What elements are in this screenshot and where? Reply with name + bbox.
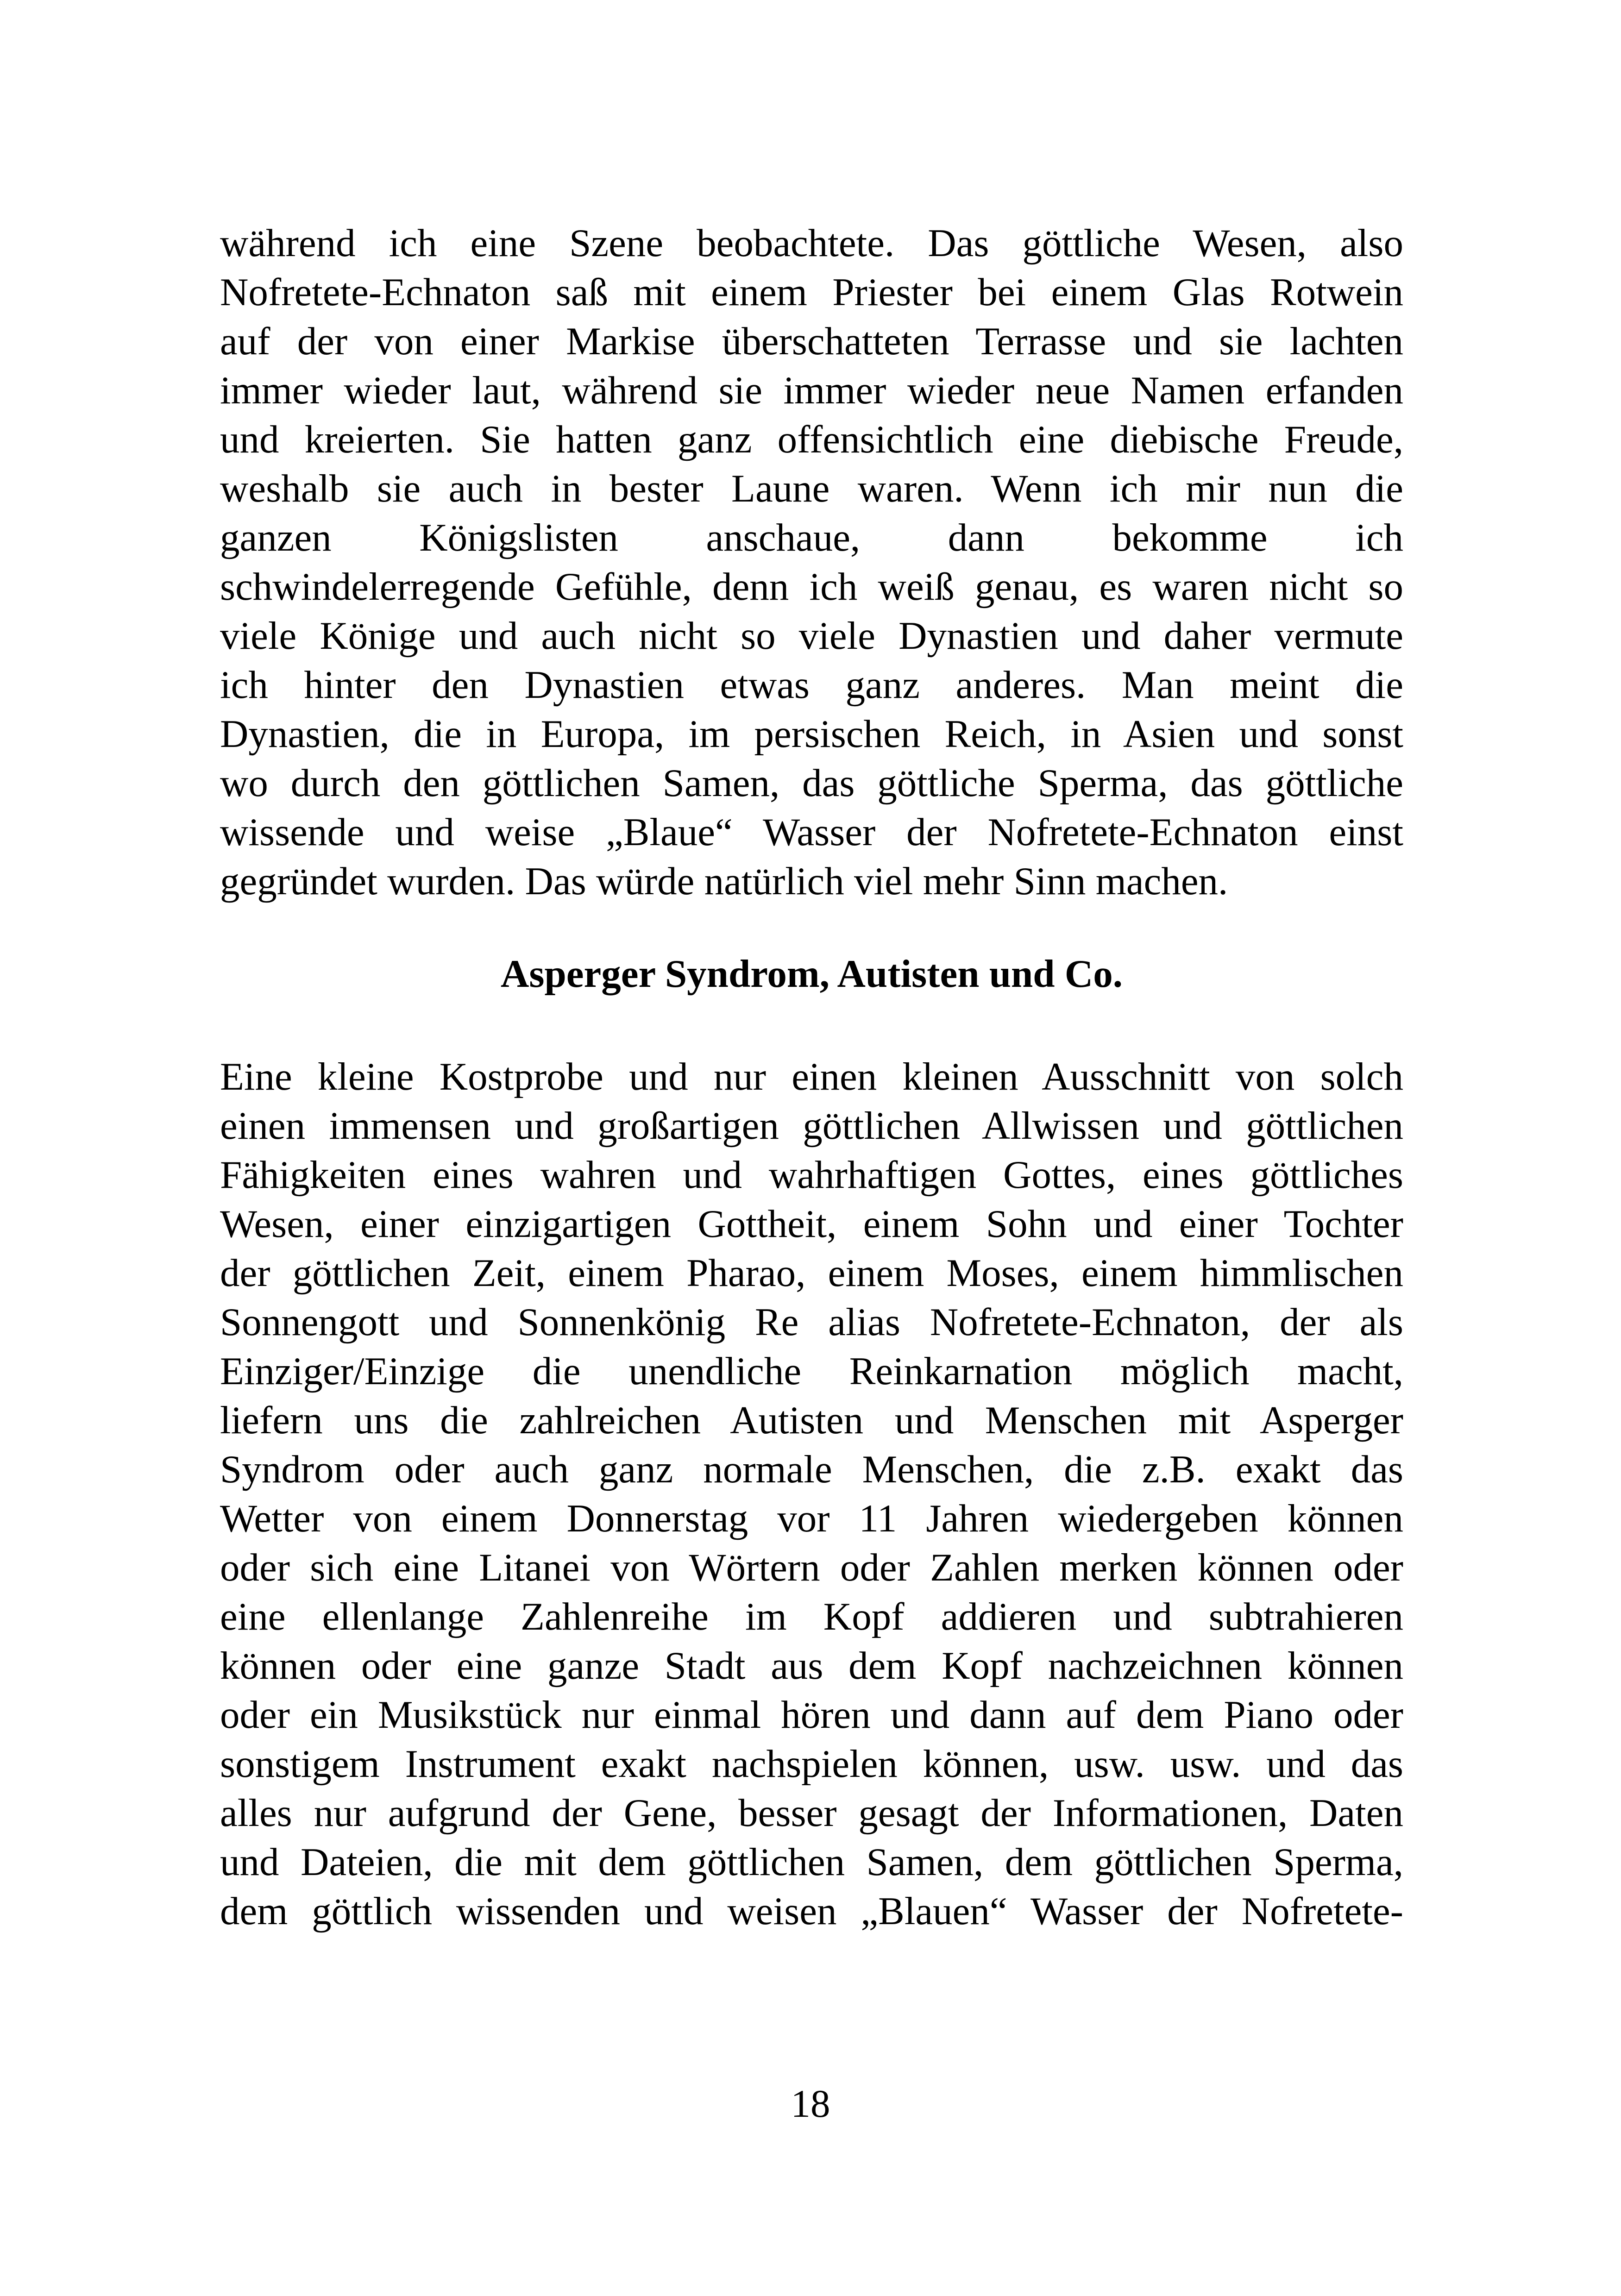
text-line: Nofretete-Echnaton saß mit einem Priester bei einem Glas Rotwein [220, 270, 1403, 314]
text-line: gegründet wurden. Das würde natürlich viel mehr Sinn machen. [220, 859, 1228, 903]
text-line: ich hinter den Dynastien etwas ganz anderes. Man meint die [220, 663, 1403, 707]
text-line: Wetter von einem Donnerstag vor 11 Jahren wiedergeben können [220, 1497, 1403, 1540]
text-line: viele Könige und auch nicht so viele Dynastien und daher vermute [220, 614, 1403, 658]
text-line: der göttlichen Zeit, einem Pharao, einem Moses, einem himmlischen [220, 1251, 1403, 1295]
text-line: eine ellenlange Zahlenreihe im Kopf addieren und subtrahieren [220, 1595, 1403, 1638]
text-line: alles nur aufgrund der Gene, besser gesagt der Informationen, Daten [220, 1791, 1403, 1835]
text-line: Eine kleine Kostprobe und nur einen kleinen Ausschnitt von solch [220, 1055, 1403, 1098]
text-line: immer wieder laut, während sie immer wieder neue Namen erfanden [220, 369, 1403, 412]
text-line: während ich eine Szene beobachtete. Das göttliche Wesen, also [220, 221, 1403, 265]
text-line: können oder eine ganze Stadt aus dem Kopf nachzeichnen können [220, 1644, 1403, 1687]
body-paragraph-1 [220, 219, 1403, 906]
text-line: wo durch den göttlichen Samen, das göttliche Sperma, das göttliche [220, 761, 1403, 805]
text-line: weshalb sie auch in bester Laune waren. Wenn ich mir nun die [220, 467, 1403, 510]
text-line: oder sich eine Litanei von Wörtern oder Zahlen merken können oder [220, 1546, 1403, 1589]
text-line: oder ein Musikstück nur einmal hören und dann auf dem Piano oder [220, 1693, 1403, 1737]
text-line: dem göttlich wissenden und weisen „Blauen“ Wasser der Nofretete- [220, 1889, 1403, 1933]
text-line: ganzen Königslisten anschaue, dann bekomme ich [220, 516, 1403, 559]
text-line: wissende und weise „Blaue“ Wasser der Nofretete-Echnaton einst [220, 810, 1403, 854]
text-line: Wesen, einer einzigartigen Gottheit, einem Sohn und einer Tochter [220, 1202, 1403, 1246]
text-line: schwindelerregende Gefühle, denn ich weiß genau, es waren nicht so [220, 565, 1403, 609]
text-line: Syndrom oder auch ganz normale Menschen, die z.B. exakt das [220, 1448, 1403, 1491]
text-line: und Dateien, die mit dem göttlichen Samen, dem göttlichen Sperma, [220, 1840, 1403, 1884]
text-line: Sonnengott und Sonnenkönig Re alias Nofretete-Echnaton, der als [220, 1300, 1403, 1344]
text-line: Fähigkeiten eines wahren und wahrhaftigen Gottes, eines göttliches [220, 1153, 1403, 1197]
text-line: Dynastien, die in Europa, im persischen Reich, in Asien und sonst [220, 712, 1403, 756]
text-line: auf der von einer Markise überschatteten Terrasse und sie lachten [220, 320, 1403, 363]
text-line: liefern uns die zahlreichen Autisten und Menschen mit Asperger [220, 1399, 1403, 1442]
page-number: 18 [791, 2082, 830, 2126]
text-line: sonstigem Instrument exakt nachspielen können, usw. usw. und das [220, 1742, 1403, 1786]
text-line: und kreierten. Sie hatten ganz offensichtlich eine diebische Freude, [220, 418, 1403, 461]
text-line: Einziger/Einzige die unendliche Reinkarnation möglich macht, [220, 1349, 1403, 1393]
text-line: einen immensen und großartigen göttlichen Allwissen und göttlichen [220, 1104, 1403, 1148]
body-paragraph-2 [220, 1052, 1403, 1936]
section-heading: Asperger Syndrom, Autisten und Co. [501, 952, 1123, 996]
